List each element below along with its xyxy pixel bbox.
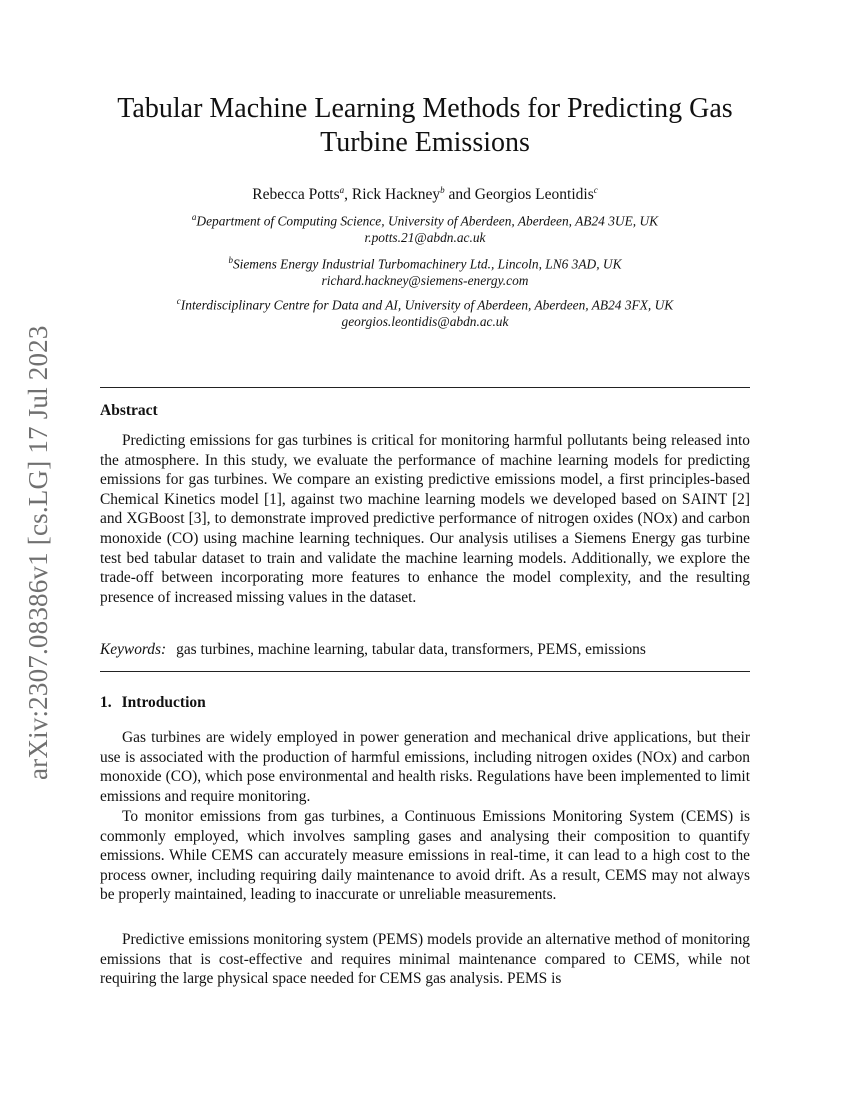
author-affiliation-mark: b (440, 185, 445, 195)
affiliation-institution: Siemens Energy Industrial Turbomachinery Ltd., Lincoln, LN6 3AD, UK (232, 256, 622, 272)
author-name: Georgios Leontidis (474, 186, 594, 204)
affiliation-email: georgios.leontidis@abdn.ac.uk (341, 314, 509, 330)
affiliation-b (100, 252, 750, 289)
affiliation-mark: c (176, 296, 181, 306)
abstract-bottom-rule (100, 671, 750, 672)
affiliation-email: richard.hackney@siemens-energy.com (321, 273, 529, 289)
keywords-text: gas turbines, machine learning, tabular data, transformers, PEMS, emissions (176, 641, 646, 658)
keywords-label: Keywords: (100, 641, 167, 658)
author-affiliation-mark: a (339, 185, 345, 195)
abstract-heading: Abstract (100, 402, 158, 419)
abstract-text: Predicting emissions for gas turbines is critical for monitoring harmful pollutants being released into the atmosphere. In this study, we evaluate the performance of machine learning models for predicting emissions for gas turbines. We compare an existing predictive emissions model, a first principles-based Chemical Kinetics model [1], against two machine learning models we developed based on SAINT [2] and XGBoost [3], to demonstrate improved predictive performance of nitrogen oxides (NOx) and carbon monoxide (CO) using machine learning techniques. Our analysis utilises a Siemens Energy gas turbine test bed tabular dataset to train and validate the machine learning models. Additionally, we explore the trade-off between incorporating more features to enhance the model complexity, and the resulting presence of increased missing values in the dataset. (100, 432, 750, 606)
author-list (100, 180, 750, 205)
author-name: Rebecca Potts (252, 186, 340, 204)
paper-title: Tabular Machine Learning Methods for Predicting Gas Turbine Emissions (117, 93, 733, 158)
intro-paragraph: Predictive emissions monitoring system (PEMS) models provide an alternative method of monitoring emissions that is cost-effective and requires minimal maintenance compared to CEMS, while not requiring the large physical space needed for CEMS gas analysis. PEMS is (100, 931, 750, 988)
section-title: Introduction (121, 694, 206, 711)
arxiv-identifier: arXiv:2307.08386v1 [cs.LG] 17 Jul 2023 (23, 325, 53, 780)
keywords-line (100, 640, 750, 660)
affiliation-a (100, 209, 750, 246)
affiliation-email: r.potts.21@abdn.ac.uk (364, 230, 486, 246)
section-number: 1. (100, 694, 112, 711)
affiliation-mark: a (191, 212, 197, 222)
intro-paragraph: To monitor emissions from gas turbines, a Continuous Emissions Monitoring System (CEMS) is commonly employed, which involves sampling gases and analysing their composition to quantify emissions. While CEMS can accurately measure emissions in real-time, it can lead to a high cost to the process owner, including requiring daily maintenance to avoid drift. As a result, CEMS may not always be properly maintained, leading to inaccurate or unreliable measurements. (100, 808, 750, 904)
author-separator: and (444, 186, 475, 204)
abstract-top-rule (100, 387, 750, 388)
affiliation-c (100, 293, 750, 330)
affiliation-mark: b (228, 255, 233, 265)
author-affiliation-mark: c (593, 185, 598, 195)
author-name: Rick Hackney (351, 186, 441, 204)
author-separator: , (344, 186, 352, 204)
affiliation-institution: Interdisciplinary Centre for Data and AI, University of Aberdeen, Aberdeen, AB24 3FX, UK (180, 297, 674, 313)
intro-paragraph: Gas turbines are widely employed in power generation and mechanical drive applications, but their use is associated with the production of harmful emissions, including nitrogen oxides (NOx) and carbon monoxide (CO), which pose environmental and health risks. Regulations have been implemented to limit emissions and require monitoring. (100, 729, 750, 805)
section-heading-introduction (100, 694, 206, 712)
affiliation-institution: Department of Computing Science, University of Aberdeen, Aberdeen, AB24 3UE, UK (196, 213, 659, 229)
